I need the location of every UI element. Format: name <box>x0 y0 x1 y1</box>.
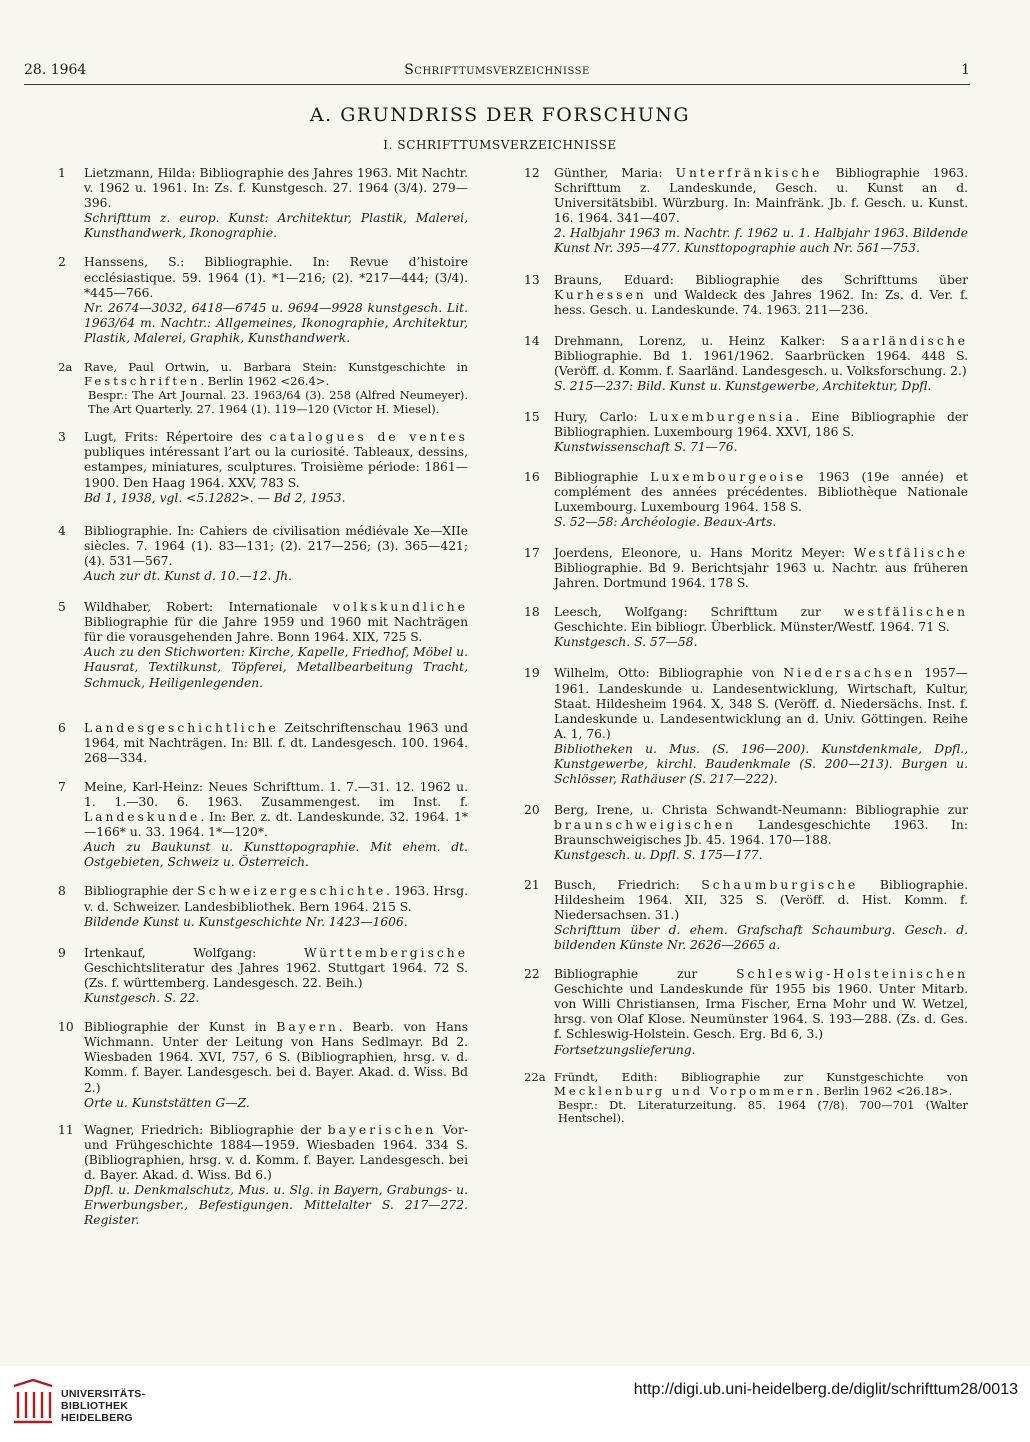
bibliography-entry <box>58 780 468 871</box>
entry-citation <box>84 166 468 211</box>
entry-number: 6 <box>58 720 66 735</box>
spaced-keyword: Niedersachsen <box>783 666 916 681</box>
citation-text: Günther, Maria: <box>554 166 676 180</box>
citation-text: Busch, Friedrich: <box>554 877 702 892</box>
citation-text: Bibliographie der <box>84 884 198 899</box>
bibliography-entry <box>524 545 968 591</box>
spaced-keyword: Westfälische <box>853 545 968 560</box>
entry-note: Orte u. Kunststätten G—Z. <box>84 1095 250 1110</box>
spaced-keyword: Württembergische <box>304 945 468 960</box>
bibliography-entry <box>524 877 968 953</box>
bibliography-entry <box>524 967 968 1058</box>
citation-text: . Eine Bibliographie der Bibliographien. Luxembourg 1964. XXVI, 186 S. <box>554 410 968 440</box>
citation-text: Geschichtsliteratur des Jahres 1962. Stuttgart 1964. 72 S. (Zs. f. württemberg. Landesgesch. 22. Beih.) <box>84 960 468 990</box>
entry-note: Kunstwissenschaft S. 71—76. <box>554 440 738 455</box>
citation-text: Joerdens, Eleonore, u. Hans Moritz Meyer: <box>554 545 854 560</box>
spaced-keyword: braunschweigischen <box>554 818 736 833</box>
citation-text: Hury, Carlo: <box>554 410 650 425</box>
entry-note: Kunstgesch. S. 57—58. <box>554 635 698 650</box>
running-title: Schrifttumsverzeichnisse <box>404 62 590 78</box>
footer-bar <box>0 1366 1030 1442</box>
entry-note: Auch zur dt. Kunst d. 10.—12. Jh. <box>84 568 293 583</box>
entry-number: 9 <box>58 945 66 960</box>
spaced-keyword: Schweizergeschichte <box>197 884 387 899</box>
entry-number: 19 <box>524 666 540 681</box>
spaced-keyword: Saarländische <box>840 333 968 348</box>
citation-text: . 1963. Hrsg. v. d. Schweizer. Landesbibliothek. Bern 1964. 215 S. <box>84 884 468 914</box>
bibliography-entry <box>58 1020 468 1111</box>
citation-text: . Berlin 1962 <26.18>. <box>815 1083 953 1098</box>
spaced-keyword: Landesgeschichtliche <box>84 720 279 735</box>
entry-note: Bd 1, 1938, vgl. <5.1282>. — Bd 2, 1953. <box>84 490 346 505</box>
entry-number: 15 <box>524 410 540 425</box>
entry-number: 16 <box>524 469 540 484</box>
bibliography-entry <box>58 430 468 505</box>
spaced-keyword: Schleswig-Holsteinischen <box>736 967 968 982</box>
bibliography-entry <box>524 272 968 318</box>
bibliography-entry <box>524 666 968 787</box>
citation-text: Drehmann, Lorenz, u. Heinz Kalker: <box>554 333 841 348</box>
library-name-line: HEIDELBERG <box>61 1411 133 1424</box>
entry-citation <box>84 1020 468 1095</box>
bibliography-entry <box>58 1123 468 1229</box>
entry-number: 20 <box>524 803 540 818</box>
entry-citation <box>554 666 968 741</box>
university-library-logo-icon[interactable] <box>10 1378 56 1426</box>
citation-text: Vor- und Frühgeschichte 1884—1959. Wiesbaden 1964. 334 S. (Bibliographien, hrsg. v. d. Komm. f. Bayer. Landesgesch. bei d. Bayer. Akad. d. Wiss. Bd 6.) <box>84 1122 468 1182</box>
entry-citation <box>554 967 968 1042</box>
entry-review: Bespr.: The Art Journal. 23. 1963/64 (3). 258 (Alfred Neumeyer). The Art Quarterly. 27. 1964 (1). 119—120 (Victor H. Miesel). <box>88 388 468 416</box>
bibliography-entry <box>524 469 968 530</box>
entry-citation <box>554 605 968 635</box>
entry-number: 21 <box>524 877 540 892</box>
entry-citation <box>84 524 468 569</box>
right-column <box>524 166 969 1126</box>
entry-citation <box>84 884 468 914</box>
citation-text: Bibliographie der Kunst in <box>84 1020 277 1035</box>
entry-citation <box>554 878 968 923</box>
entry-citation <box>554 166 968 226</box>
citation-text: Irtenkauf, Wolfgang: <box>84 945 304 960</box>
bibliography-entry <box>58 946 468 1006</box>
entry-number: 1 <box>58 166 66 180</box>
bibliography-entry <box>58 884 468 929</box>
entry-note: Bildende Kunst u. Kunstgeschichte Nr. 1423—1606. <box>84 914 408 929</box>
entry-note: 2. Halbjahr 1963 m. Nachtr. f. 1962 u. 1. Halbjahr 1963. Bildende Kunst Nr. 395—477. Kunsttopographie auch Nr. 561—753. <box>554 226 968 256</box>
citation-text: Bibliographie <box>554 469 651 484</box>
section-title: A. GRUNDRISS DER FORSCHUNG <box>309 104 691 126</box>
citation-text: Wagner, Friedrich: Bibliographie der <box>84 1122 328 1137</box>
spaced-keyword: Luxembourgeoise <box>650 469 807 484</box>
entry-number: 2 <box>58 255 66 270</box>
citation-text: Geschichte und Landeskunde für 1955 bis 1960. Unter Mitarb. von Willi Christiansen, Irma Fischer, Erna Mohr und W. Wetzel, hrsg. von Olaf Klose. Neumünster 1964. S. 193—288. (Zs. d. Ges. f. Schleswig-Holstein. Gesch. Erg. Bd 6, 3.) <box>554 982 968 1042</box>
entry-citation <box>554 410 968 440</box>
running-head <box>24 62 970 84</box>
entry-note: S. 52—58: Archéologie. Beaux-Arts. <box>554 514 777 529</box>
entry-number: 22a <box>524 1069 546 1084</box>
bibliography-entry <box>58 255 468 346</box>
library-name-line: UNIVERSITÄTS- <box>61 1388 146 1400</box>
entry-number: 5 <box>58 600 66 615</box>
citation-text: Bibliographie. In: Cahiers de civilisation médiévale Xe—XIIe siècles. 7. 1964 (1). 83—131; (2). 217—256; (3). 365—421; (4). 531—567. <box>84 523 468 568</box>
entry-citation <box>84 946 468 991</box>
citation-text: Lugt, Frits: Répertoire des <box>84 430 270 445</box>
source-url-link[interactable]: http://digi.ub.uni-heidelberg.de/diglit/schrifttum28/0013 <box>633 1381 1018 1398</box>
citation-text: Hanssens, S.: Bibliographie. In: Revue d’histoire ecclésiastique. 59. 1964 (1). *1—216; (2). *217—444; (3/4). *445—766. <box>84 255 468 300</box>
bibliography-entry <box>524 803 968 863</box>
library-name <box>61 1389 145 1424</box>
bibliography-entry <box>58 600 468 691</box>
subsection-title: I. SCHRIFTTUMSVERZEICHNISSE <box>383 138 617 152</box>
entry-note: Fortsetzungslieferung. <box>554 1042 696 1057</box>
entry-citation <box>84 600 468 645</box>
entry-note: Kunstgesch. S. 22. <box>84 991 200 1006</box>
citation-text: Bibliographie zur <box>554 967 737 982</box>
header-rule <box>24 84 970 85</box>
citation-text: Brauns, Eduard: Bibliographie des Schrifttums über <box>554 272 968 287</box>
citation-text: publiques intéressant l’art ou la curiosité. Tableaux, dessins, estampes, miniatures, sculptures. Troisième période: 1861—1900. Den Haag 1964. XXV, 783 S. <box>84 445 468 490</box>
entry-number: 7 <box>58 779 66 794</box>
spaced-keyword: Mecklenburg und Vorpommern <box>554 1083 816 1098</box>
entry-note: Bibliotheken u. Mus. (S. 196—200). Kunstdenkmale, Dpfl., Kunstgewerbe, kirchl. Baudenkmale (S. 200—213). Burgen u. Schlösser, Rathäuser (S. 217—222). <box>554 741 968 787</box>
entry-note: Auch zu Baukunst u. Kunsttopographie. Mit ehem. dt. Ostgebieten, Schweiz u. Österreich. <box>84 840 468 870</box>
entry-number: 13 <box>524 272 540 287</box>
spaced-keyword: Unterfränkische <box>675 166 823 180</box>
entry-citation <box>84 360 468 388</box>
citation-text: Bibliographie. Hildesheim 1964. XII, 325 S. (Veröff. d. Hist. Komm. f. Niedersachsen. 31.) <box>554 877 968 922</box>
entry-number: 8 <box>58 884 66 899</box>
citation-text: . Bearb. von Hans Wichmann. Unter der Leitung von Hans Sedlmayr. Bd 2. Wiesbaden 1964. XVI, 757, 6 S. (Bibliographien, hrsg. v. d. Komm. f. Bayer. Landesgesch. bei d. Bayer. Akad. d. Wiss. Bd 2.) <box>84 1020 468 1095</box>
bibliography-entry <box>58 721 468 766</box>
entry-number: 12 <box>524 166 540 180</box>
entry-number: 14 <box>524 333 540 348</box>
entry-citation <box>84 780 468 840</box>
citation-text: Landesgeschichte 1963. In: Braunschweigisches Jb. 45. 1964. 170—188. <box>554 818 968 848</box>
spaced-keyword: volkskundliche <box>332 600 468 615</box>
entry-number: 2a <box>58 360 73 375</box>
spaced-keyword: Luxemburgensia <box>649 410 796 425</box>
citation-text: Bibliographie. Bd 1. 1961/1962. Saarbrücken 1964. 448 S. (Veröff. d. Komm. f. Saarländ. Landesgesch. u. Volksforschung. 2.) <box>554 348 968 379</box>
bibliography-entry <box>524 605 968 650</box>
entry-number: 18 <box>524 605 540 620</box>
citation-text: . Berlin 1962 <26.4>. <box>200 374 330 389</box>
citation-text: . In: Ber. z. dt. Landeskunde. 32. 1964. 1*—166* u. 33. 1964. 1*—120*. <box>84 810 468 840</box>
citation-text: Fründt, Edith: Bibliographie zur Kunstgeschichte von <box>554 1069 968 1084</box>
citation-text: Rave, Paul Ortwin, u. Barbara Stein: Kunstgeschichte in <box>84 360 468 375</box>
entry-note: Schrifttum über d. ehem. Grafschaft Schaumburg. Gesch. d. bildenden Künste Nr. 2626—2665 a. <box>554 922 968 952</box>
left-column <box>58 166 468 1228</box>
citation-text: und Waldeck des Jahres 1962. In: Zs. d. Ver. f. hess. Gesch. u. Landeskunde. 74. 1963. 211—236. <box>554 287 968 317</box>
citation-text: Bibliographie 1963. Schrifttum z. Landeskunde, Gesch. u. Kunst an d. Universitätsbibl. Würzburg. In: Mainfränk. Jb. f. Gesch. u. Kunst. 16. 1964. 341—407. <box>554 166 969 226</box>
entry-citation <box>84 721 468 766</box>
citation-text: Zeitschriftenschau 1963 und 1964, mit Nachträgen. In: Bll. f. dt. Landesgesch. 100. 1964. 268—334. <box>84 720 468 765</box>
entry-number: 10 <box>58 1020 74 1035</box>
entry-number: 17 <box>524 545 540 560</box>
spaced-keyword: Festschriften <box>84 374 201 389</box>
spaced-keyword: Kurhessen <box>554 287 647 302</box>
citation-text: Bibliographie für die Jahre 1959 und 1960 mit Nachträgen für die vorausgehenden Jahre. Bonn 1964. XIX, 725 S. <box>84 615 468 645</box>
spaced-keyword: bayerischen <box>327 1122 437 1137</box>
bibliography-entry <box>524 333 968 394</box>
citation-text: Lietzmann, Hilda: Bibliographie des Jahres 1963. Mit Nachtr. v. 1962 u. 1961. In: Zs. f. Kunstgesch. 27. 1964 (3/4). 279—396. <box>84 166 468 211</box>
entry-citation <box>84 1123 468 1183</box>
spaced-keyword: Schaumburgische <box>701 877 859 892</box>
citation-text: Meine, Karl-Heinz: Neues Schrifttum. 1. 7.—31. 12. 1962 u. 1. 1.—30. 6. 1963. Zusammengest. im Inst. f. <box>84 779 468 809</box>
bibliography-entry <box>58 524 468 584</box>
entry-citation <box>554 334 968 379</box>
spaced-keyword: Bayern <box>276 1020 339 1035</box>
entry-note: Auch zu den Stichworten: Kirche, Kapelle, Friedhof, Möbel u. Hausrat, Textilkunst, Töpferei, Metallbearbeitung Tracht, Schmuck, Heiligenlegenden. <box>84 645 468 690</box>
entry-number: 3 <box>58 430 66 445</box>
bibliography-entry <box>524 410 968 455</box>
citation-text: Leesch, Wolfgang: Schrifttum zur <box>554 605 844 620</box>
entry-note: Kunstgesch. u. Dpfl. S. 175—177. <box>554 848 763 863</box>
entry-number: 11 <box>58 1122 74 1137</box>
volume-year: 28. 1964 <box>24 62 87 78</box>
entry-citation <box>554 1070 968 1098</box>
citation-text: Wilhelm, Otto: Bibliographie von <box>554 666 784 681</box>
entry-note: Dpfl. u. Denkmalschutz, Mus. u. Slg. in Bayern, Grabungs- u. Erwerbungsber., Befestigungen. Mittelalter S. 217—272. Register. <box>84 1183 468 1228</box>
citation-text: Geschichte. Ein bibliogr. Überblick. Münster/Westf. 1964. 71 S. <box>554 620 950 635</box>
citation-text: Wildhaber, Robert: Internationale <box>84 600 333 615</box>
entry-review: Bespr.: Dt. Literaturzeitung. 85. 1964 (7/8). 700—701 (Walter Hentschel). <box>558 1097 968 1126</box>
bibliography-entry <box>58 360 468 416</box>
entry-number: 4 <box>58 523 66 538</box>
citation-text: Berg, Irene, u. Christa Schwandt-Neumann: Bibliographie zur <box>554 803 968 818</box>
spaced-keyword: catalogues de ventes <box>269 430 468 445</box>
entry-note: Schrifttum z. europ. Kunst: Architektur, Plastik, Malerei, Kunsthandwerk, Ikonographie. <box>84 211 468 241</box>
bibliography-entry <box>524 166 969 257</box>
entry-citation <box>554 273 968 318</box>
citation-text: 1957—1961. Landeskunde u. Landesentwicklung, Wirtschaft, Kultur, Staat. Hildesheim 1964. X, 348 S. (Veröff. d. Niedersächs. Inst. f. Landeskunde u. Landesentwicklung an d. Univ. Göttingen. Reihe A. 1, 76.) <box>554 666 968 741</box>
citation-text: 1963 (19e année) et complément des années précédentes. Bibliothèque Nationale Luxembourg. Luxembourg 1964. 158 S. <box>554 469 968 514</box>
spaced-keyword: Landeskunde <box>84 810 201 825</box>
entry-citation <box>554 546 968 591</box>
spaced-keyword: westfälischen <box>843 605 968 620</box>
entry-note: Nr. 2674—3032, 6418—6745 u. 9694—9928 kunstgesch. Lit. 1963/64 m. Nachtr.: Allgemeines, Ikonographie, Architektur, Plastik, Malerei, Graphik, Kunsthandwerk. <box>84 300 468 345</box>
entry-number: 22 <box>524 967 540 982</box>
page-number: 1 <box>961 62 970 78</box>
citation-text: Bibliographie. Bd 9. Berichtsjahr 1963 u. Nachtr. aus früheren Jahren. Dortmund 1964. 178 S. <box>554 560 968 591</box>
entry-citation <box>84 430 468 490</box>
entry-citation <box>554 470 968 515</box>
entry-citation <box>554 803 968 848</box>
library-name-line: BIBLIOTHEK <box>61 1399 129 1412</box>
bibliography-entry <box>524 1069 968 1126</box>
entry-note: S. 215—237: Bild. Kunst u. Kunstgewerbe, Architektur, Dpfl. <box>554 379 932 394</box>
entry-citation <box>84 255 468 300</box>
bibliography-entry <box>58 166 468 241</box>
